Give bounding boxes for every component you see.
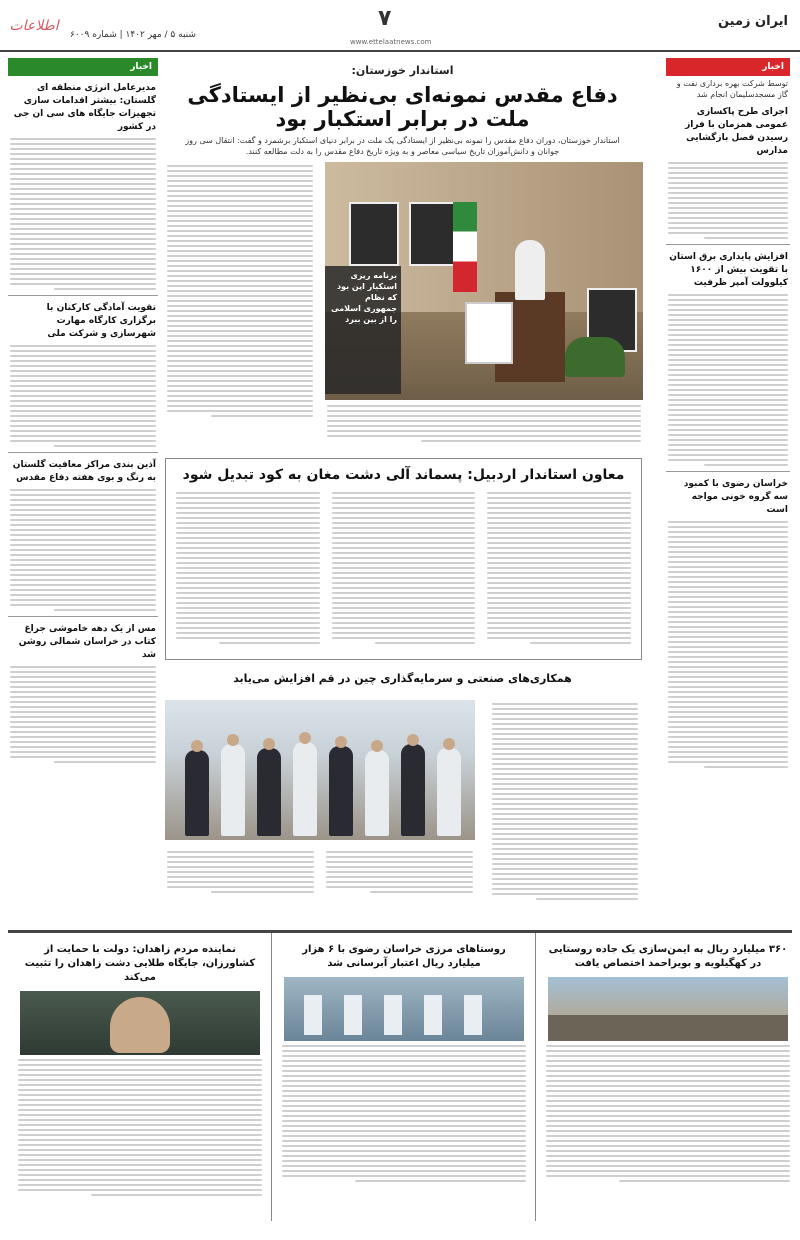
article-column	[165, 162, 315, 420]
news-title[interactable]: آذین بندی مراکز معافیت گلستان به رنگ و بوی هفته دفاع مقدس	[12, 460, 156, 483]
news-body	[668, 294, 788, 466]
group-visit-photo	[165, 700, 475, 840]
martyr-poster	[409, 202, 459, 266]
road-photo	[548, 977, 788, 1041]
water-facility-photo	[284, 977, 524, 1041]
issue-date: شنبه ۵ / مهر ۱۴۰۲ | شماره ۶۰۰۹	[70, 30, 196, 40]
ardabil-story	[165, 458, 642, 660]
news-body	[10, 345, 156, 447]
news-tag: اخبار	[666, 58, 790, 76]
news-title[interactable]: افزایش پایداری برق استان با تقویت بیش از ۱۶۰۰ کیلوولت آمپر ظرفیت	[669, 252, 788, 288]
portrait-photo	[20, 991, 260, 1055]
website-url[interactable]: www.ettelaatnews.com	[350, 38, 432, 46]
section-headline[interactable]: همکاری‌های صنعتی و سرمایه‌گذاری چین در قم افزایش می‌یابد	[233, 672, 572, 685]
story-headline[interactable]: روستاهای مرزی خراسان رضوی با ۶ هزار میلیارد ریال اعتبار آبرسانی شد	[302, 944, 506, 969]
main-lead: استاندار خوزستان، دوران دفاع مقدس را نمونه بی‌نظیر از ایستادگی یک ملت در برابر دنیای استکبار برشمرد و گفت: انتقال سی روز جوانان و دانش‌آموزان تاریخ سیاسی معاصر و به ویژه تاریخ دفاع مقدس را به دلت مطالعه کنند.	[185, 136, 620, 156]
section-headline[interactable]: معاون استاندار اردبیل: پسماند آلی دشت مغان به کود تبدیل شود	[182, 467, 625, 483]
flag	[453, 202, 477, 292]
news-title[interactable]: تقویت آمادگی کارکنان با برگزاری کارگاه مهارت شهرسازی و شرکت ملی	[46, 303, 156, 339]
martyr-poster	[349, 202, 399, 266]
news-body	[10, 489, 156, 611]
news-title[interactable]: مس از یک دهه خاموشی جراغ کتاب در خراسان شمالی روشن شد	[18, 624, 156, 660]
qom-story	[165, 670, 640, 918]
news-body	[668, 162, 788, 239]
lead-note: توسط شرکت بهره برداری نفت و گاز مسجدسلیمان انجام شد	[676, 79, 788, 99]
photo-caption: برنامه ریزی استکبار این بود که نظام جمهوری اسلامی را از بین ببرد	[325, 266, 401, 394]
news-title[interactable]: اجرای طرح پاکسازی عمومی همزمان با فراز رسیدن فصل بازگشایی مدارس	[685, 107, 788, 156]
article-column	[165, 848, 475, 896]
section-name: ایران زمین	[717, 14, 788, 29]
news-title[interactable]: مدیرعامل انرژی منطقه ای گلستان: بیشتر اقدامات سازی تجهیزات جایگاه های سی ان جی در کشور	[13, 83, 156, 132]
news-tag: اخبار	[8, 58, 158, 76]
article-footer-text	[325, 402, 643, 444]
news-body	[668, 521, 788, 768]
speaker	[515, 240, 545, 300]
news-body	[10, 138, 156, 290]
main-headline[interactable]: دفاع مقدس نمونه‌ای بی‌نظیر از ایستادگی ملت در برابر استکبار بود	[187, 83, 618, 131]
portrait-frame	[465, 302, 513, 364]
footer-story	[280, 941, 528, 1229]
footer-story	[16, 941, 264, 1229]
headline-kicker: استاندار خوزستان:	[351, 64, 454, 77]
left-news-column	[8, 58, 158, 918]
bottom-stories	[8, 930, 792, 1233]
newspaper-logo: اطلاعات	[9, 18, 59, 34]
story-headline[interactable]: ۳۶۰ میلیارد ریال به ایمن‌سازی یک جاده روستایی در کهگیلویه و بویراحمد اختصاص یافت	[548, 944, 788, 969]
right-news-column	[666, 58, 790, 918]
flowers	[565, 337, 625, 377]
main-story	[165, 58, 640, 918]
news-title[interactable]: خراسان رضوی با کمبود سه گروه خونی مواجه است	[683, 479, 788, 515]
page-header	[0, 0, 800, 52]
news-body	[10, 666, 156, 763]
article-column	[490, 700, 640, 903]
footer-story	[544, 941, 792, 1229]
story-headline[interactable]: نماینده مردم زاهدان: دولت با حمایت از کشاورزان، جایگاه طلایی دشت زاهدان را تثبیت می‌کند	[24, 944, 256, 983]
page-number: ۷	[378, 6, 392, 31]
